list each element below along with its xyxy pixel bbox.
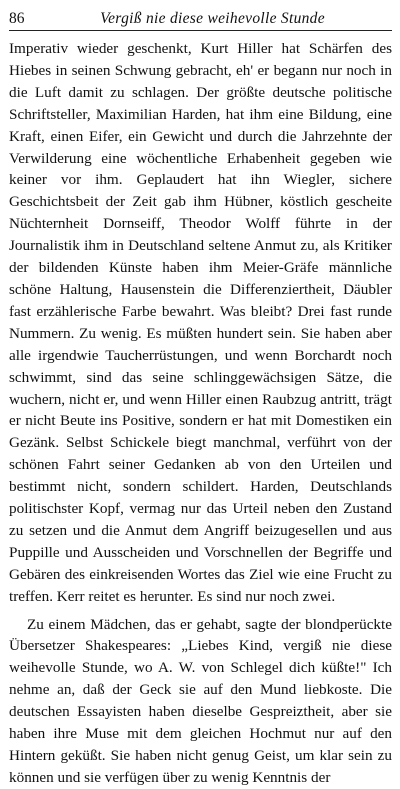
body-text — [9, 38, 392, 789]
header-rule — [9, 30, 392, 31]
paragraph: Zu einem Mädchen, das er gehabt, sagte der blondperückte Übersetzer Shakespeares: „Liebes Kind, vergiß nie diese weihevolle Stunde, wo A. W. von Schlegel dich küßte!" Ich nehme an, daß der Geck sie auf den Mund liebkoste. Die deutschen Essayisten haben dieselbe Gespreiztheit, aber sie haben ihre Muse mit dem gleichen Hochmut nur auf den Hintern geküßt. Sie haben nicht genug Geist, um klar sein zu können und sie verfügen über zu wenig Kenntnis der — [9, 615, 392, 786]
paragraph: Imperativ wieder geschenkt, Kurt Hiller hat Schärfen des Hiebes in seinen Schwung gebracht, eh' er begann nur noch in die Luft damit zu schlagen. Der größte deutsche politische Schriftsteller, Maximilian Harden, hat ihm eine Bildung, eine Kraft, einen Eifer, ein Gewicht und durch die Jahrzehnte der Verwilderung eine wöchentliche Erhabenheit gegeben wie keiner vor ihm. Geplaudert hat ihn Wiegler, sichere Geschichtsbeit der Zeit gab ihm Hübner, köstlich gescheite Nüchternheit Dornseiff, Theodor Wolff führte in der Journalistik ihm in Deutschland seltene Anmut zu, als Kritiker der bildenden Künste haben ihm Meier-Gräfe männliche schöne Haltung, Hausenstein die Differenziertheit, Däubler fast erzählerische Farbe bewahrt. Was bleibt? Drei fast runde Nummern. Zu wenig. Es müßten hundert sein. Sie haben aber alle irgendwie Taucherrüstungen, und wenn Borchardt noch schwimmt, sind das seine schlinggewächsigen Sätze, die wuchern, nicht er, und wenn Hiller einen Raubzug antritt, trägt er nicht Beute ins Positive, sondern er hat mit Domestiken ein Gezänk. Selbst Schickele biegt manchmal, verführt von der schönen Fahrt seiner Gedanken ab von den Urteilen und bestimmt nicht, sondern schildert. Harden, Deutschlands politischster Kopf, vermag nur das Urteil neben den Zustand zu setzen und die Anmut dem Angriff beizugesellen und aus Puppille und Ausscheiden und Vorschnellen der Begriffe und Gebären des einkreisenden Wortes das Ziel wie eine Frucht zu treffen. Kerr reitet es herunter. Es sind nur noch zwei. — [9, 40, 392, 605]
running-title: Vergiß nie diese weihevolle Stunde — [100, 10, 325, 27]
page-number: 86 — [9, 10, 25, 27]
page-header — [9, 8, 392, 30]
